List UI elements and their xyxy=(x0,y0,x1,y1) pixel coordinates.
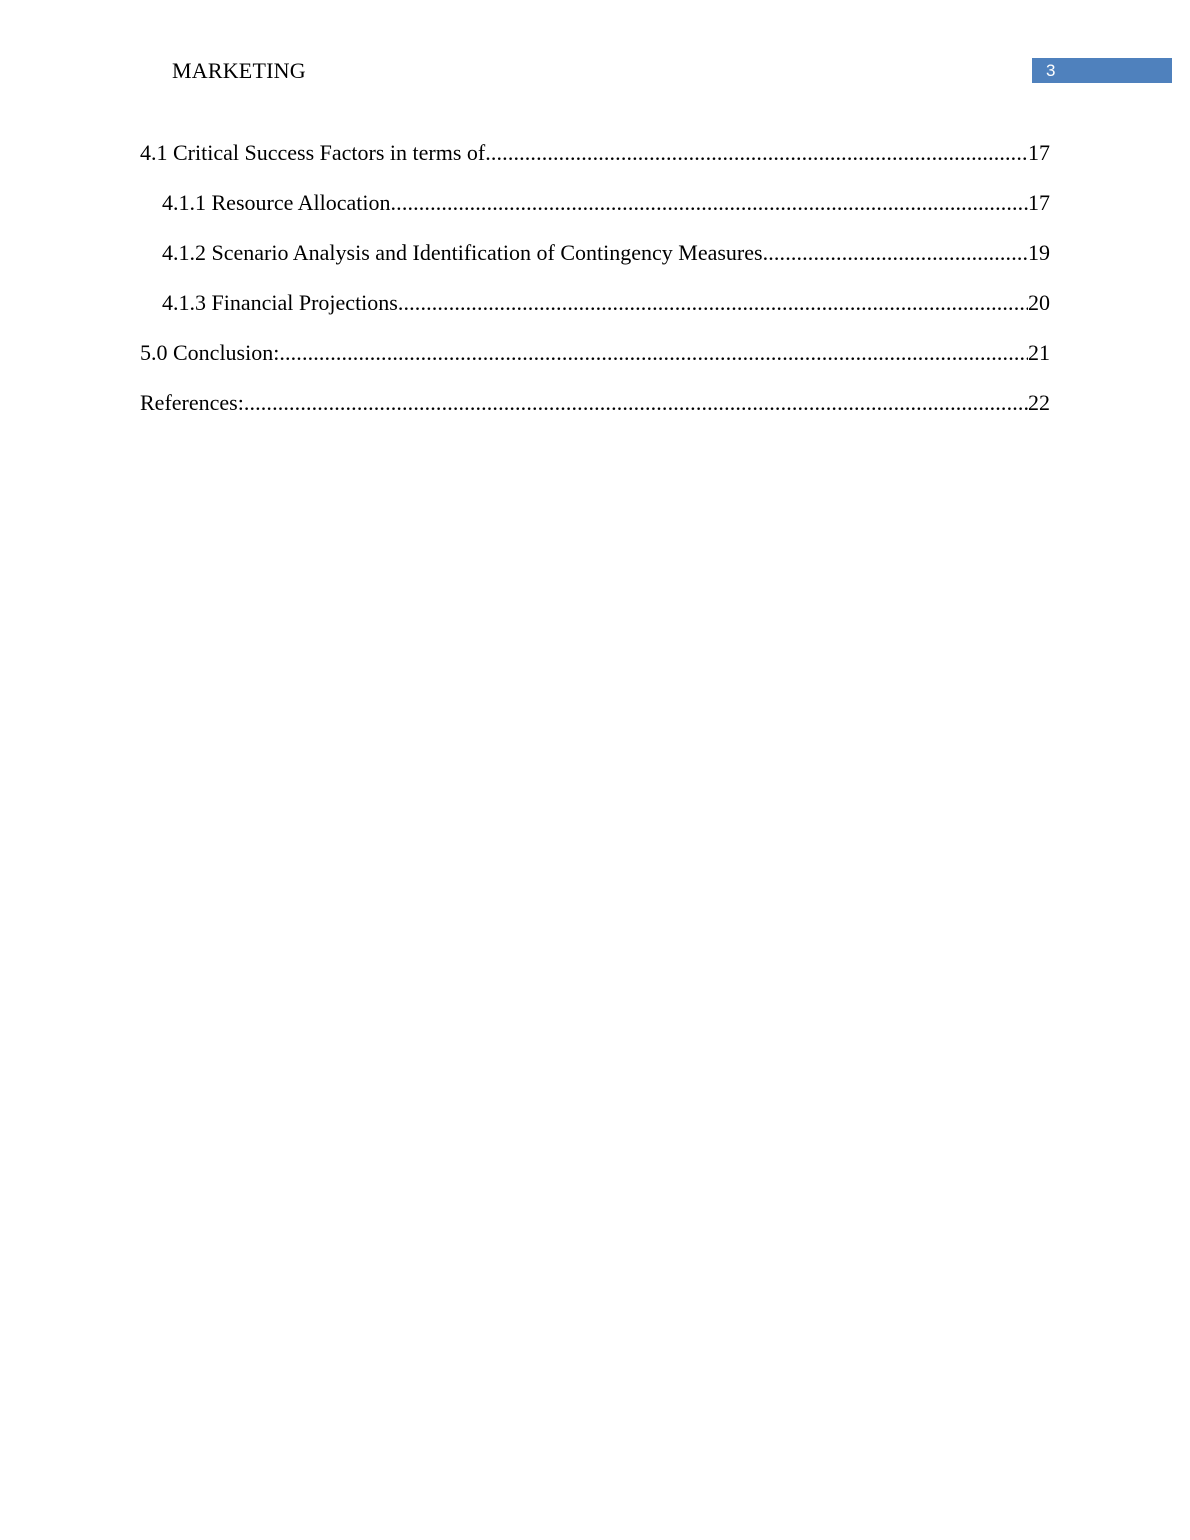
toc-entry-title: 4.1 Critical Success Factors in terms of xyxy=(140,140,486,165)
toc-entry-title: 4.1.2 Scenario Analysis and Identification of Contingency Measures xyxy=(162,240,763,265)
toc-entry[interactable] xyxy=(140,288,1050,338)
toc-entry[interactable] xyxy=(140,338,1050,388)
toc-entry-page: 17 xyxy=(1028,190,1050,215)
toc-entry-page: 19 xyxy=(1028,240,1050,265)
running-header-title: MARKETING xyxy=(172,58,306,83)
toc-entry[interactable] xyxy=(140,138,1050,188)
toc-dot-leader xyxy=(398,288,1028,318)
toc-dot-leader xyxy=(763,238,1028,268)
toc-entry-title: 4.1.3 Financial Projections xyxy=(162,290,398,315)
toc-entry-page: 17 xyxy=(1028,140,1050,165)
toc-entry-title: 4.1.1 Resource Allocation xyxy=(162,190,391,215)
toc-entry-title: 5.0 Conclusion: xyxy=(140,340,280,365)
toc-dot-leader xyxy=(244,388,1028,418)
toc-entry[interactable] xyxy=(140,388,1050,438)
toc-dot-leader xyxy=(391,188,1028,218)
page-number: 3 xyxy=(1046,61,1056,80)
toc-entry-page: 22 xyxy=(1028,390,1050,415)
toc-entry-title: References: xyxy=(140,390,244,415)
page-number-badge xyxy=(1032,58,1172,83)
toc-entry-page: 21 xyxy=(1028,340,1050,365)
table-of-contents xyxy=(140,138,1050,438)
toc-dot-leader xyxy=(485,138,1028,168)
toc-dot-leader xyxy=(279,338,1028,368)
toc-entry[interactable] xyxy=(140,188,1050,238)
toc-entry-page: 20 xyxy=(1028,290,1050,315)
toc-entry[interactable] xyxy=(140,238,1050,288)
